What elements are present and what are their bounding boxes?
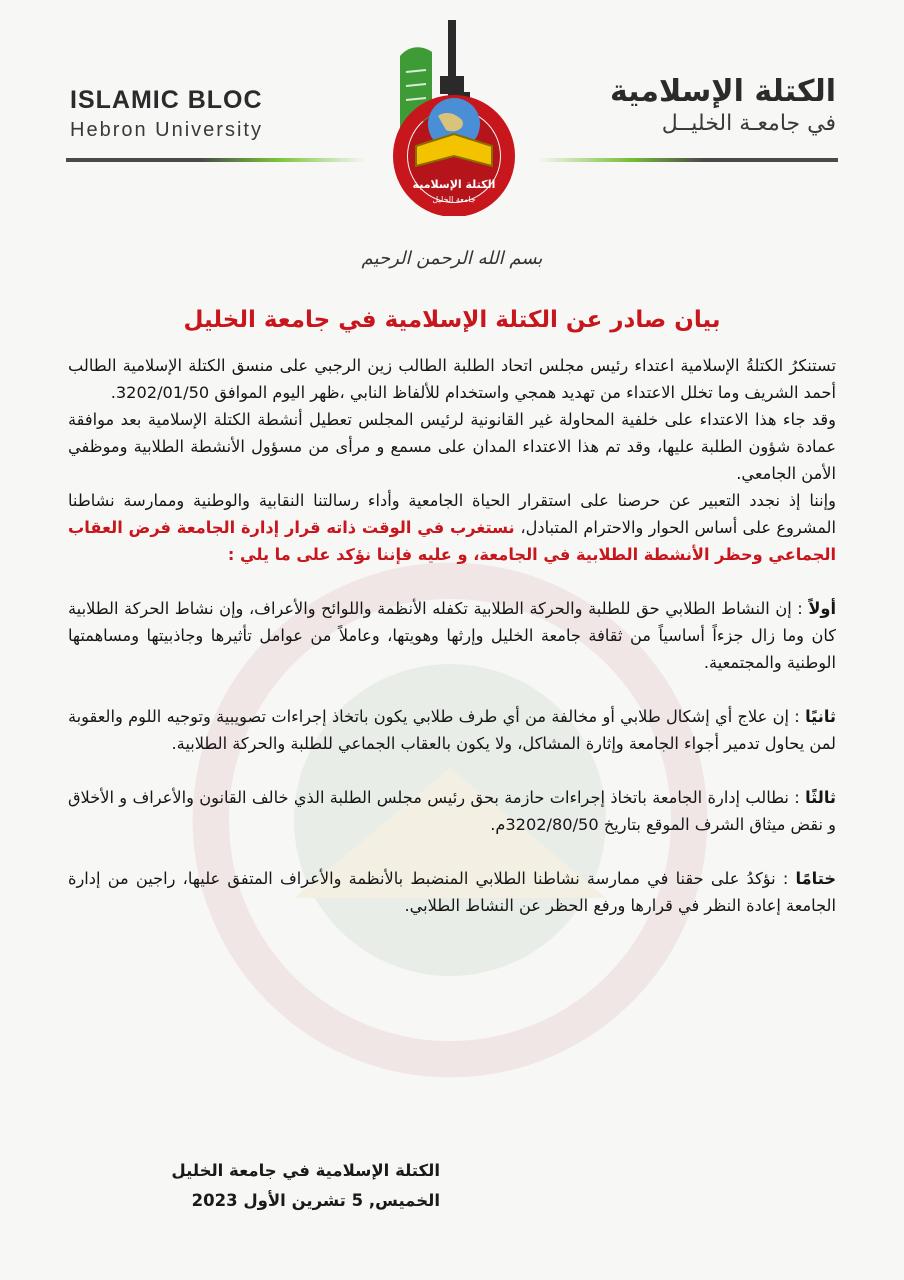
point-second [68, 703, 836, 757]
logo-label: الكتلة الإسلامية [412, 178, 496, 191]
statement-body [68, 352, 836, 919]
paragraph-position-highlight: نستغرب في الوقت ذاته قرار إدارة الجامعة فرض العقاب الجماعي وحظر الأنشطة الطلابية في الجامعة، و عليه فإننا نؤكد على ما يلي : [68, 518, 836, 564]
point-third-text: : نطالب إدارة الجامعة باتخاذ إجراءات حازمة بحق رئيس مجلس الطلبة الذي خالف القانون والأعراف و الأخلاق و نقض ميثاق الشرف الموقع بتاريخ 3202/80/50م. [68, 788, 836, 834]
university-name-english: Hebron University [70, 119, 263, 141]
point-final-text: : نؤكدُ على حقنا في ممارسة نشاطنا الطلابي المنضبط بالأنظمة والأعراف المتفق عليها، راجين من إدارة الجامعة إعادة النظر في قرارها ورفع الحظر عن النشاط الطلابي. [68, 869, 836, 915]
paragraph-background: وقد جاء هذا الاعتداء على خلفية المحاولة غير القانونية لرئيس المجلس تعطيل أنشطة الكتلة الإسلامية بعد موافقة عمادة شؤون الطلبة عليها، وقد تم هذا الاعتداء المدان على مسمع و مرأى من مسؤول الأنشطة الطلابية وموظفي الأمن الجامعي. [68, 410, 836, 483]
header-english [70, 86, 370, 142]
paragraph-condemnation: تستنكرُ الكتلةُ الإسلامية اعتداء رئيس مجلس اتحاد الطلبة الطالب زين الرجبي على منسق الكتلة الإسلامية الطالب أحمد الشريف وما تخلل الاعتداء من تهديد همجي واستخدام للألفاظ النابي ،ظهر اليوم الموافق 3202/01/50. [68, 356, 836, 402]
header-divider-left [66, 158, 366, 162]
signature-org: الكتلة الإسلامية في جامعة الخليل [171, 1161, 440, 1180]
point-third-label: ثالثًا [805, 788, 836, 807]
basmala-calligraphy: بسم الله الرحمن الرحيم [361, 248, 543, 269]
signature-block [120, 1156, 440, 1216]
point-first [68, 595, 836, 676]
org-name-arabic: الكتلة الإسلامية [609, 74, 836, 109]
point-third [68, 784, 836, 838]
point-first-text: : إن النشاط الطلابي حق للطلبة والحركة الطلابية تكفله الأنظمة واللوائح والأعراف، وإن نشاط الحركة الطلابية كان وما زال جزءاً أساسياً من ثقافة جامعة الخليل وإرثها وهويتها، وعاملاً من عوامل تأثيرها وجاذبيتها ومساهمتها الوطنية والمجتمعية. [68, 599, 836, 672]
paragraph-position [68, 487, 836, 568]
point-second-label: ثانيًا [805, 707, 836, 726]
paragraph-position-text: وإننا إذ نجدد التعبير عن حرصنا على استقرار الحياة الجامعية وأداء رسالتنا النقابية والوطنية وممارسة نشاطنا المشروع على أساس الحوار والاحترام المتبادل، [68, 491, 836, 537]
header-arabic [536, 74, 836, 136]
point-final [68, 865, 836, 919]
islamic-bloc-logo [376, 16, 532, 216]
university-name-arabic: في جامعـة الخليــل [661, 111, 836, 136]
point-final-label: ختامًا [795, 869, 836, 888]
statement-title: بيان صادر عن الكتلة الإسلامية في جامعة الخليل [183, 307, 721, 333]
org-name-english: ISLAMIC BLOC [70, 86, 263, 114]
point-second-text: : إن علاج أي إشكال طلابي أو مخالفة من أي طرف طلابي يكون باتخاذ إجراءات تصويبية وتوجيه اللوم والعقوبة لمن يحاول تدمير أجواء الجامعة وإثارة المشاكل، ولا يكون بالعقاب الجماعي للطلبة والحركة الطلابية. [68, 707, 836, 753]
signature-date: الخميس, 5 تشرين الأول 2023 [191, 1191, 440, 1210]
logo-sublabel: جامعة الخليل [432, 195, 476, 204]
point-first-label: أولاً [808, 599, 836, 618]
header-divider-right [538, 158, 838, 162]
